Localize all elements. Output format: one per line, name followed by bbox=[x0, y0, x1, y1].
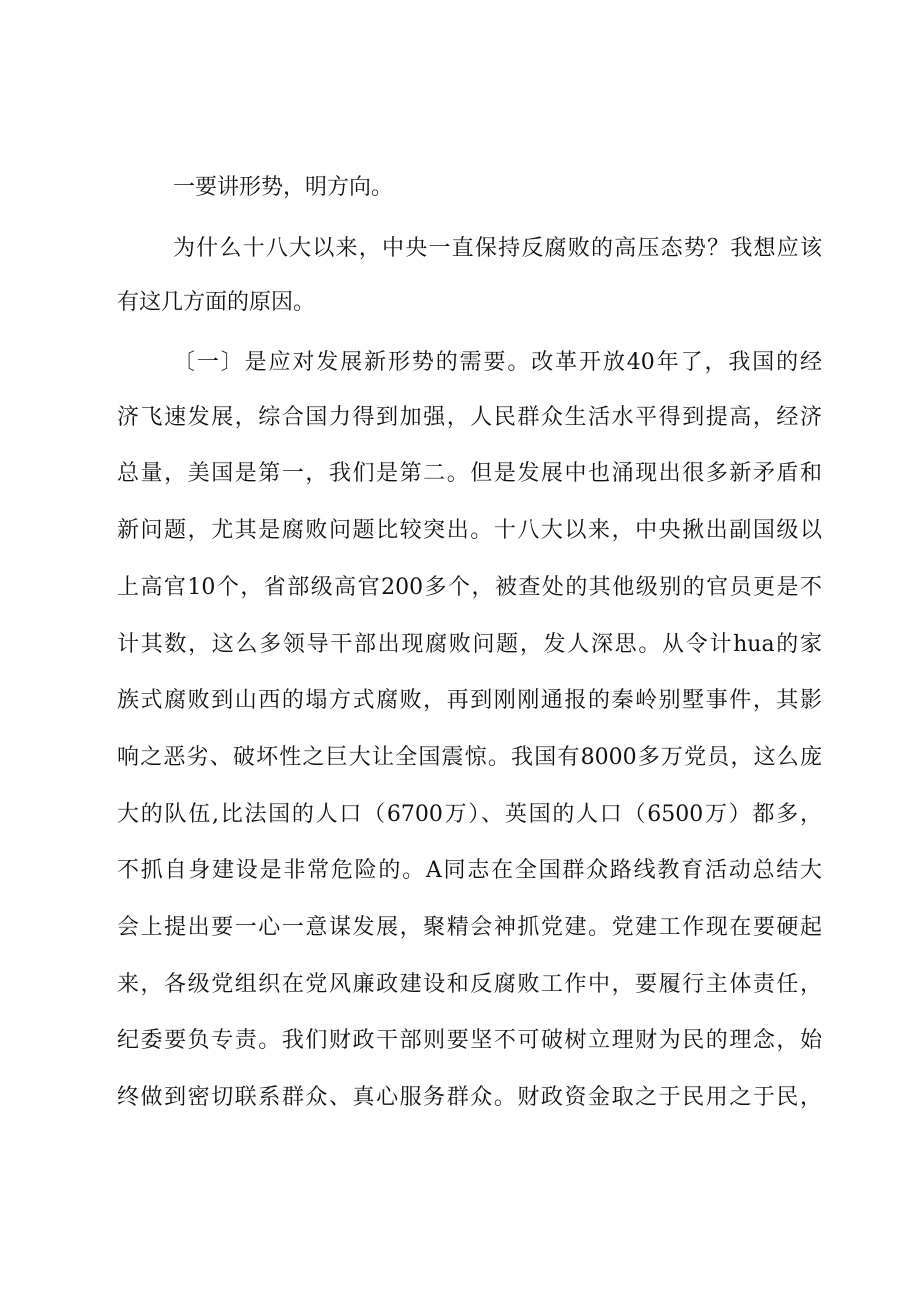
paragraph-line: 计其数，这么多领导干部出现腐败问题，发人深思。从令计hua的家 bbox=[117, 632, 822, 657]
paragraph-line: 上高官10个，省部级高官200多个，被查处的其他级别的官员更是不 bbox=[117, 575, 822, 600]
paragraph-line: 纪委要负专责。我们财政干部则要坚不可破树立理财为民的理念，始 bbox=[117, 1028, 822, 1053]
paragraph-line: 大的队伍,比法国的人口（6700万）、英国的人口（6500万）都多， bbox=[117, 802, 822, 827]
paragraph-line: 〔一〕是应对发展新形势的需要。改革开放40年了，我国的经 bbox=[173, 350, 822, 375]
paragraph-line: 新问题，尤其是腐败问题比较突出。十八大以来，中央揪出副国级以 bbox=[117, 518, 822, 543]
paragraph-line: 不抓自身建设是非常危险的。A同志在全国群众路线教育活动总结大 bbox=[117, 858, 822, 883]
paragraph-line: 响之恶劣、破坏性之巨大让全国震惊。我国有8000多万党员，这么庞 bbox=[117, 745, 822, 770]
paragraph-line: 总量，美国是第一，我们是第二。但是发展中也涌现出很多新矛盾和 bbox=[117, 461, 822, 486]
paragraph-line: 来，各级党组织在党风廉政建设和反腐败工作中，要履行主体责任， bbox=[117, 972, 822, 997]
paragraph-line: 有这几方面的原因。 bbox=[117, 290, 316, 315]
paragraph-line: 会上提出要一心一意谋发展，聚精会神抓党建。党建工作现在要硬起 bbox=[117, 915, 822, 940]
section-heading: 一要讲形势，明方向。 bbox=[173, 175, 394, 200]
paragraph-line: 为什么十八大以来，中央一直保持反腐败的高压态势？我想应该 bbox=[173, 236, 822, 261]
paragraph-line: 终做到密切联系群众、真心服务群众。财政资金取之于民用之于民， bbox=[117, 1085, 822, 1110]
paragraph-line: 济飞速发展，综合国力得到加强，人民群众生活水平得到提高，经济 bbox=[117, 405, 822, 430]
paragraph-line: 族式腐败到山西的塌方式腐败，再到刚刚通报的秦岭别墅事件，其影 bbox=[117, 688, 822, 713]
